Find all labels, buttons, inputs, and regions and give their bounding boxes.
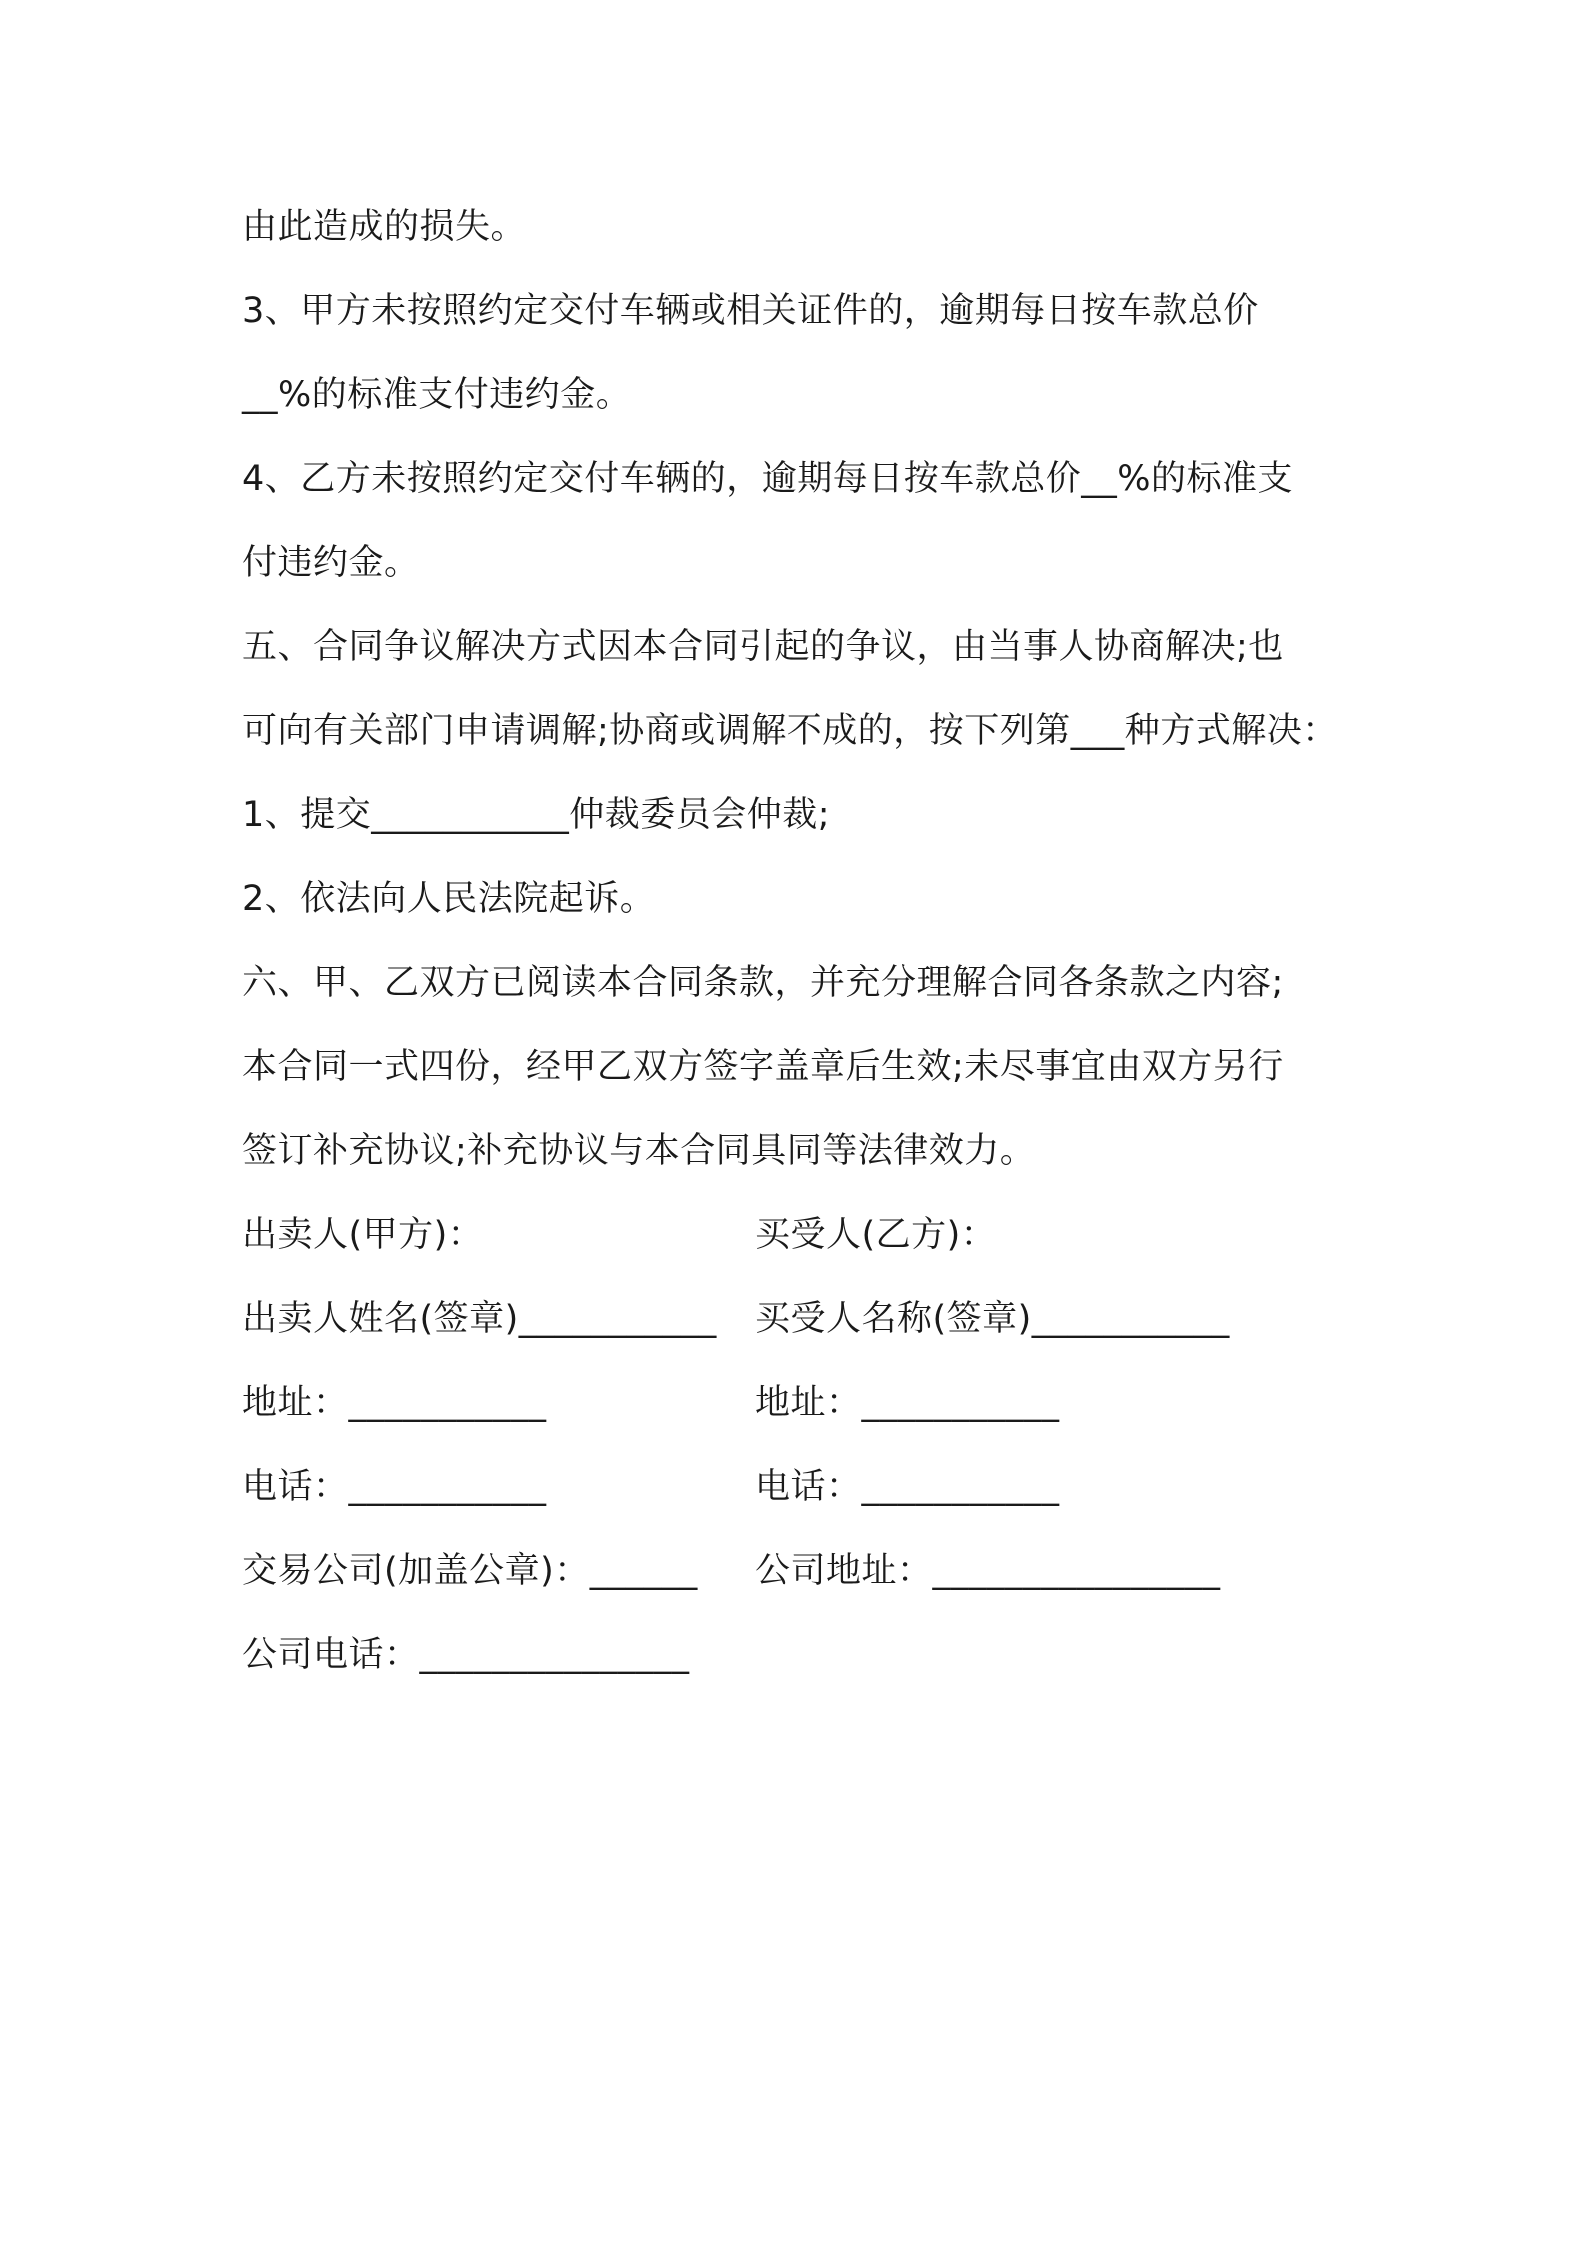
buyer-title: 买受人(乙方)： bbox=[755, 1215, 997, 1255]
paragraph-line: 六、甲、乙双方已阅读本合同条款，并充分理解合同各条款之内容; bbox=[242, 963, 1284, 1003]
paragraph-line: 付违约金。 bbox=[242, 543, 420, 583]
paragraph-line: __%的标准支付违约金。 bbox=[242, 375, 632, 415]
buyer-address-field: 地址：___________ bbox=[755, 1383, 1060, 1423]
seller-phone-field: 电话：___________ bbox=[242, 1467, 547, 1507]
paragraph-line: 可向有关部门申请调解;协商或调解不成的，按下列第___种方式解决： bbox=[242, 711, 1338, 751]
company-phone-field: 公司电话：_______________ bbox=[242, 1635, 690, 1675]
paragraph-line: 4、乙方未按照约定交付车辆的，逾期每日按车款总价__%的标准支 bbox=[242, 459, 1294, 499]
paragraph-line: 五、合同争议解决方式因本合同引起的争议，由当事人协商解决;也 bbox=[242, 627, 1284, 667]
paragraph-line: 签订补充协议;补充协议与本合同具同等法律效力。 bbox=[242, 1131, 1036, 1171]
seller-address-field: 地址：___________ bbox=[242, 1383, 547, 1423]
paragraph-line: 1、提交___________仲裁委员会仲裁; bbox=[242, 795, 831, 835]
seller-name-field: 出卖人姓名(签章)___________ bbox=[242, 1299, 717, 1339]
paragraph-line: 2、依法向人民法院起诉。 bbox=[242, 879, 656, 919]
buyer-phone-field: 电话：___________ bbox=[755, 1467, 1060, 1507]
company-seal-field: 交易公司(加盖公章)：______ bbox=[242, 1551, 698, 1591]
paragraph-line: 本合同一式四份，经甲乙双方签字盖章后生效;未尽事宜由双方另行 bbox=[242, 1047, 1284, 1087]
paragraph-line: 由此造成的损失。 bbox=[242, 207, 527, 247]
seller-title: 出卖人(甲方)： bbox=[242, 1215, 484, 1255]
paragraph-line: 3、甲方未按照约定交付车辆或相关证件的，逾期每日按车款总价 bbox=[242, 291, 1259, 331]
buyer-name-field: 买受人名称(签章)___________ bbox=[755, 1299, 1230, 1339]
company-address-field: 公司地址：________________ bbox=[755, 1551, 1221, 1591]
